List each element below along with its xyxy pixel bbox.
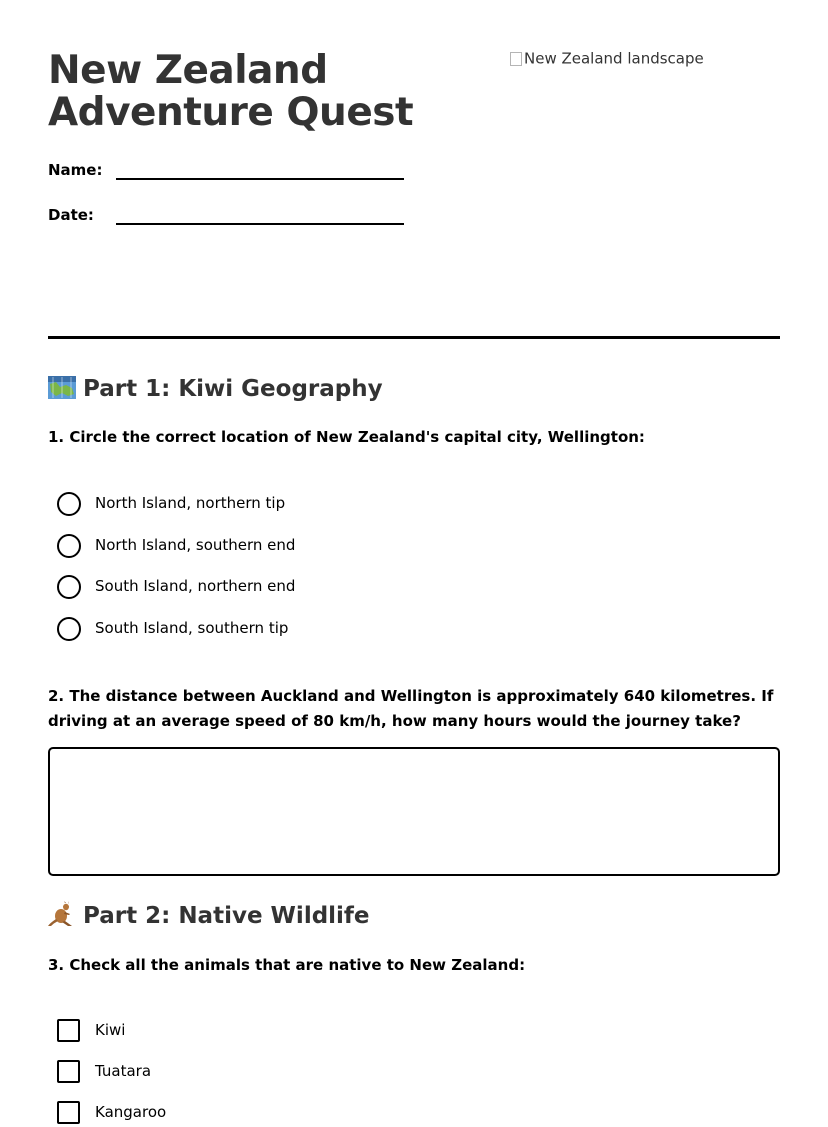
answer-box[interactable] [48,747,780,876]
radio-button[interactable] [57,534,81,558]
name-label: Name: [48,161,103,179]
option-label: Kiwi [95,1021,126,1039]
part2-heading [48,901,370,931]
map-icon [48,374,76,400]
option-label: South Island, northern end [95,577,296,595]
section-divider [48,336,780,339]
question-3: 3. Check all the animals that are native to New Zealand: [48,956,526,974]
date-line[interactable] [116,223,404,225]
question-1: 1. Circle the correct location of New Zealand's capital city, Wellington: [48,428,645,446]
part1-title: Part 1: Kiwi Geography [83,376,383,402]
broken-image-icon [510,52,522,66]
kangaroo-icon [48,901,76,927]
checkbox[interactable] [57,1101,80,1124]
option-label: South Island, southern tip [95,619,289,637]
option-label: North Island, southern end [95,536,296,554]
option-label: North Island, northern tip [95,494,286,512]
radio-button[interactable] [57,575,81,599]
image-alt-text: New Zealand landscape [524,49,704,68]
part1-heading [48,374,383,404]
checkbox[interactable] [57,1019,80,1042]
question-2: 2. The distance between Auckland and Wellington is approximately 640 kilometres. If driving at an average speed of 80 km/h, how many hours would the journey take? [48,687,774,730]
option-label: Kangaroo [95,1103,167,1121]
part2-title: Part 2: Native Wildlife [83,903,370,929]
date-label: Date: [48,206,94,224]
date-field[interactable] [48,204,408,232]
name-field[interactable] [48,159,408,187]
landscape-image [510,48,780,198]
radio-button[interactable] [57,617,81,641]
radio-button[interactable] [57,492,81,516]
name-line[interactable] [116,178,404,180]
page-title: New Zealand Adventure Quest [48,48,414,135]
option-label: Tuatara [95,1062,152,1080]
checkbox[interactable] [57,1060,80,1083]
